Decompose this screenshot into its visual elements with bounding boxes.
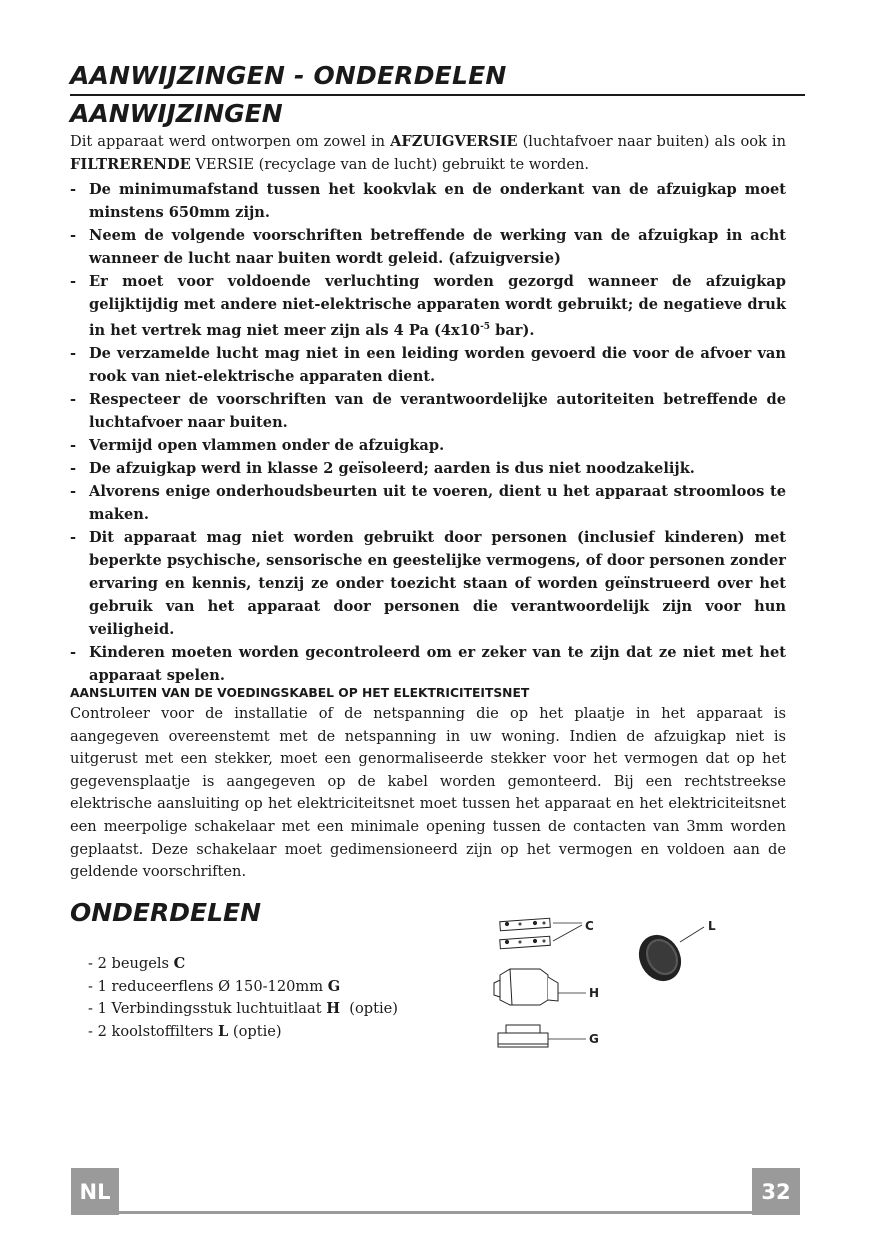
safety-item-text: Kinderen moeten worden gecontroleerd om er zeker van te zijn dat ze niet met het apparaat spelen. — [89, 643, 786, 684]
language-tab: NL — [71, 1168, 119, 1215]
safety-item-text: De afzuigkap werd in klasse 2 geïsoleerd; aarden is dus niet noodzakelijk. — [89, 459, 695, 477]
bullet-dash: - — [70, 459, 77, 477]
safety-item-text: Respecteer de voorschriften van de verantwoordelijke autoriteiten betreffende de luchtafvoer naar buiten. — [89, 390, 786, 431]
intro-text-1: Dit apparaat werd ontworpen om zowel in — [70, 133, 391, 150]
label-h: H — [589, 986, 600, 1000]
parts-title: ONDERDELEN — [70, 898, 262, 927]
safety-item — [70, 434, 786, 457]
safety-item — [70, 388, 786, 434]
label-l: L — [708, 919, 716, 933]
parts-item-text: - 1 Verbindingsstuk luchtuitlaat — [88, 1000, 327, 1018]
safety-item — [70, 178, 786, 224]
bracket-c-icon — [500, 918, 551, 948]
bullet-dash: - — [70, 273, 77, 290]
safety-item — [70, 480, 786, 526]
safety-item-text: De verzamelde lucht mag niet in een leiding worden gevoerd die voor de afvoer van rook van niet-elektrische apparaten dient. — [89, 344, 786, 385]
parts-item-code: C — [173, 955, 186, 972]
footer-rule — [119, 1211, 752, 1214]
parts-item-extra: (optie) — [228, 1022, 282, 1040]
parts-item-code: H — [326, 1000, 340, 1018]
connection-title: AANSLUITEN VAN DE VOEDINGSKABEL OP HET ELEKTRICITEITSNET — [70, 686, 530, 700]
intro-bold-2: FILTRERENDE — [70, 155, 191, 173]
safety-item — [70, 270, 786, 342]
safety-item-text: Dit apparaat mag niet worden gebruikt door personen (inclusief kinderen) met beperkte psychische, sensorische en geestelijke vermogens, of door personen zonder ervaring en kennis, tenzij ze onder toezicht staan of worden geïnstrueerd over het gebruik van het apparaat door personen die verantwoordelijk zijn voor hun veiligheid. — [89, 528, 786, 638]
intro-bold-1: AFZUIGVERSIE — [390, 133, 518, 150]
bullet-dash: - — [70, 227, 77, 244]
safety-item-text: Er moet voor voldoende verluchting worden gezorgd wanneer de afzuigkap gelijktijdig met andere niet-elektrische apparaten wordt gebruikt; de negatieve druk in het vertrek mag niet meer zijn als 4 Pa (4x10 — [89, 273, 786, 339]
safety-item — [70, 641, 786, 687]
parts-item-code: L — [218, 1022, 229, 1040]
parts-item — [88, 953, 398, 976]
parts-item-text: - 2 beugels — [88, 955, 174, 972]
reducing-flange-g-icon — [498, 1025, 548, 1047]
bullet-dash: - — [70, 643, 77, 661]
parts-item-extra: (optie) — [340, 1000, 398, 1018]
safety-item — [70, 224, 786, 270]
intro-paragraph — [70, 131, 786, 176]
intro-text-3: VERSIE (recyclage van de lucht) gebruikt te worden. — [190, 155, 590, 173]
parts-item-text: - 2 koolstoffilters — [88, 1022, 219, 1040]
safety-item-text: Alvorens enige onderhoudsbeurten uit te voeren, dient u het apparaat stroomloos te maken. — [89, 482, 786, 523]
safety-item — [70, 457, 786, 480]
bullet-dash: - — [70, 181, 77, 198]
page-main-title: AANWIJZINGEN - ONDERDELEN — [70, 58, 805, 96]
bullet-dash: - — [70, 390, 77, 408]
carbon-filter-l-icon — [631, 927, 690, 989]
safety-item — [70, 526, 786, 641]
bullet-dash: - — [70, 528, 77, 546]
intro-text-2: (luchtafvoer naar buiten) als ook in — [517, 133, 786, 150]
parts-item — [88, 1021, 398, 1044]
parts-list — [88, 953, 398, 1043]
safety-list — [70, 178, 786, 687]
safety-item-text: Neem de volgende voorschriften betreffende de werking van de afzuigkap in acht wanneer de lucht naar buiten wordt geleid. (afzuigversie) — [89, 227, 786, 267]
label-g: G — [589, 1032, 599, 1046]
page-number: 32 — [752, 1168, 800, 1215]
parts-diagram — [490, 905, 730, 1055]
outlet-connector-h-icon — [494, 969, 558, 1005]
exponent: -5 — [480, 322, 491, 332]
bullet-dash: - — [70, 436, 77, 454]
parts-item — [88, 976, 398, 999]
safety-item — [70, 342, 786, 388]
parts-item-code: G — [327, 977, 341, 995]
safety-item-text: Vermijd open vlammen onder de afzuigkap. — [89, 436, 445, 454]
safety-item-tail: bar). — [490, 321, 535, 339]
parts-item — [88, 998, 398, 1021]
connection-body: Controleer voor de installatie of de netspanning die op het plaatje in het apparaat is aangegeven overeenstemt met de netspanning in uw woning. Indien de afzuigkap niet is uitgerust met een stekker, moet een genormaliseerde stekker voor het vermogen dat op het gegevensplaatje is aangegeven op de kabel worden gemonteerd. Bij een rechtstreekse elektrische aansluiting op het elektriciteitsnet moet tussen het apparaat en het elektriciteitsnet een meerpolige schakelaar met een minimale opening tussen de contacten van 3mm worden geplaatst. Deze schakelaar moet gedimensioneerd zijn op het vermogen en voldoen aan de geldende voorschriften. — [70, 705, 786, 881]
bullet-dash: - — [70, 344, 77, 362]
parts-item-text: - 1 reduceerflens Ø 150-120mm — [88, 977, 328, 995]
bullet-dash: - — [70, 482, 77, 500]
safety-item-text: De minimumafstand tussen het kookvlak en de onderkant van de afzuigkap moet minstens 650mm zijn. — [89, 181, 786, 221]
section-title-instructions: AANWIJZINGEN — [70, 99, 283, 128]
label-c: C — [585, 919, 594, 933]
